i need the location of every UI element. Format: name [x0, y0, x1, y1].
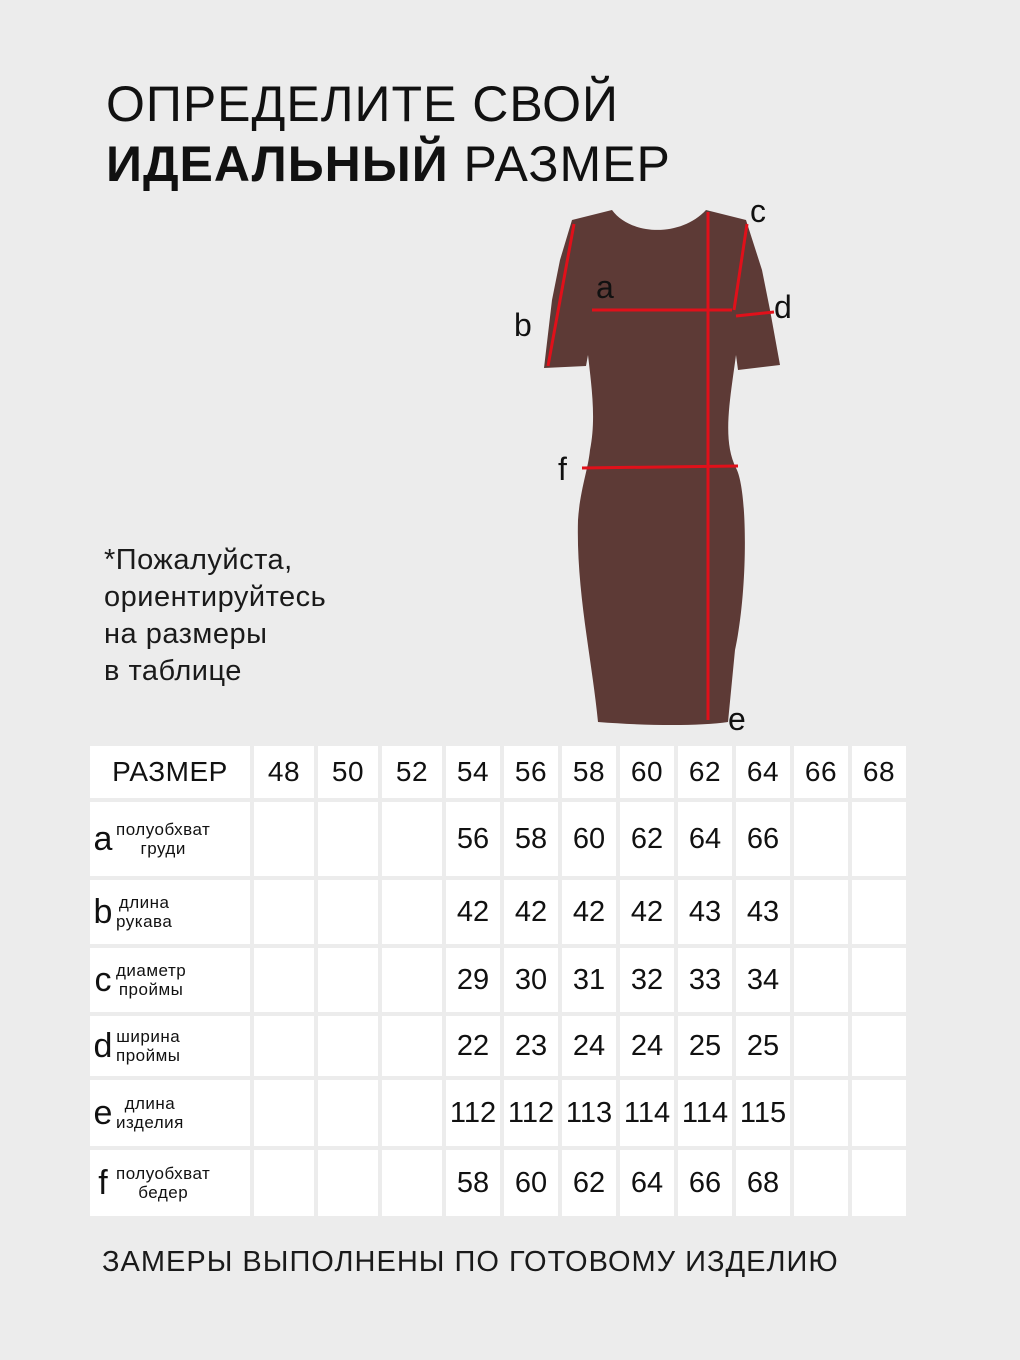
size-col-48: 48 [254, 746, 314, 798]
table-row [90, 802, 906, 876]
table-cell: 66 [736, 802, 790, 876]
table-cell: 24 [620, 1016, 674, 1076]
note-line: в таблице [104, 655, 242, 687]
table-cell: 58 [504, 802, 558, 876]
row-description-line: длина [124, 1094, 176, 1113]
table-cell: 22 [446, 1016, 500, 1076]
table-cell: 64 [620, 1150, 674, 1216]
table-cell [318, 802, 378, 876]
table-cell: 58 [446, 1150, 500, 1216]
row-description [116, 1164, 210, 1202]
row-description-line: груди [140, 839, 186, 858]
table-cell: 66 [678, 1150, 732, 1216]
label-c: c [750, 193, 766, 229]
table-cell: 30 [504, 948, 558, 1012]
title-line-2 [106, 134, 671, 194]
dress-measurement-diagram [500, 190, 820, 740]
table-cell: 24 [562, 1016, 616, 1076]
line-f [582, 466, 738, 468]
row-description-line: диаметр [116, 961, 187, 980]
table-cell: 34 [736, 948, 790, 1012]
table-cell: 115 [736, 1080, 790, 1146]
row-label-group [90, 893, 250, 931]
row-description [116, 961, 186, 999]
row-label-group [90, 1164, 250, 1202]
table-cell: 64 [678, 802, 732, 876]
table-cell: 42 [620, 880, 674, 944]
row-letter: a [93, 820, 113, 858]
page-title [106, 74, 671, 194]
table-row [90, 880, 906, 944]
size-header-label: РАЗМЕР [90, 746, 250, 798]
table-cell [794, 948, 848, 1012]
table-cell: 42 [562, 880, 616, 944]
table-cell [794, 1080, 848, 1146]
row-label [90, 1016, 250, 1076]
table-cell [318, 1080, 378, 1146]
table-cell [852, 802, 906, 876]
table-cell [852, 1016, 906, 1076]
row-description-line: проймы [116, 1046, 181, 1065]
table-cell [254, 1080, 314, 1146]
row-label [90, 802, 250, 876]
table-cell [382, 1016, 442, 1076]
row-description [116, 1027, 181, 1065]
table-cell: 42 [446, 880, 500, 944]
row-description-line: ширина [116, 1027, 181, 1046]
row-label-group [90, 1094, 250, 1132]
size-col-60: 60 [620, 746, 674, 798]
table-cell: 114 [620, 1080, 674, 1146]
size-col-50: 50 [318, 746, 378, 798]
table-cell [382, 1150, 442, 1216]
label-e: e [728, 701, 746, 737]
table-cell [852, 880, 906, 944]
table-cell: 23 [504, 1016, 558, 1076]
table-cell [254, 880, 314, 944]
size-col-64: 64 [736, 746, 790, 798]
size-col-68: 68 [852, 746, 906, 798]
table-cell: 112 [504, 1080, 558, 1146]
table-cell [852, 948, 906, 1012]
row-letter: b [93, 893, 113, 931]
table-cell: 56 [446, 802, 500, 876]
size-col-54: 54 [446, 746, 500, 798]
label-b: b [514, 307, 532, 343]
table-cell [382, 1080, 442, 1146]
size-col-62: 62 [678, 746, 732, 798]
table-cell [382, 948, 442, 1012]
table-cell [794, 880, 848, 944]
size-table [86, 742, 910, 1220]
row-description [116, 1094, 184, 1132]
table-cell: 114 [678, 1080, 732, 1146]
label-f: f [558, 451, 567, 487]
table-row [90, 948, 906, 1012]
note-line: *Пожалуйста, [104, 544, 293, 576]
note-line: ориентируйтесь [104, 581, 327, 613]
row-letter: c [94, 961, 112, 999]
row-letter: e [93, 1094, 113, 1132]
table-cell: 25 [736, 1016, 790, 1076]
table-cell [318, 1150, 378, 1216]
row-description [116, 893, 172, 931]
row-label [90, 1150, 250, 1216]
note-line: на размеры [104, 618, 268, 650]
row-label [90, 948, 250, 1012]
table-row [90, 1150, 906, 1216]
table-cell [254, 1150, 314, 1216]
table-cell [794, 802, 848, 876]
table-cell: 31 [562, 948, 616, 1012]
label-d: d [774, 289, 792, 325]
row-letter: f [98, 1164, 108, 1202]
table-cell: 33 [678, 948, 732, 1012]
row-label-group [90, 820, 250, 858]
table-cell: 43 [678, 880, 732, 944]
size-col-66: 66 [794, 746, 848, 798]
table-cell: 113 [562, 1080, 616, 1146]
title-bold-word: ИДЕАЛЬНЫЙ [106, 136, 449, 192]
table-cell: 68 [736, 1150, 790, 1216]
table-cell: 60 [562, 802, 616, 876]
table-cell: 62 [562, 1150, 616, 1216]
row-letter: d [93, 1027, 113, 1065]
title-line-1: ОПРЕДЕЛИТЕ СВОЙ [106, 76, 619, 132]
size-col-58: 58 [562, 746, 616, 798]
table-cell [254, 1016, 314, 1076]
note-text [104, 542, 326, 690]
table-cell: 25 [678, 1016, 732, 1076]
row-description-line: рукава [116, 912, 173, 931]
row-description-line: изделия [116, 1113, 184, 1132]
table-cell [318, 948, 378, 1012]
table-cell [852, 1150, 906, 1216]
row-description-line: полуобхват [116, 820, 211, 839]
table-cell: 43 [736, 880, 790, 944]
footer-note: ЗАМЕРЫ ВЫПОЛНЕНЫ ПО ГОТОВОМУ ИЗДЕЛИЮ [102, 1246, 839, 1278]
row-description [116, 820, 210, 858]
table-cell: 32 [620, 948, 674, 1012]
table-cell: 29 [446, 948, 500, 1012]
table-cell: 112 [446, 1080, 500, 1146]
row-label-group [90, 1027, 250, 1065]
table-cell: 42 [504, 880, 558, 944]
row-label [90, 880, 250, 944]
row-description-line: длина [118, 893, 170, 912]
label-a: a [596, 269, 614, 305]
table-cell [254, 802, 314, 876]
table-cell: 60 [504, 1150, 558, 1216]
table-row [90, 1080, 906, 1146]
row-label [90, 1080, 250, 1146]
table-cell [254, 948, 314, 1012]
row-description-line: полуобхват [116, 1164, 211, 1183]
title-rest: РАЗМЕР [448, 136, 671, 192]
table-cell: 62 [620, 802, 674, 876]
table-cell [794, 1016, 848, 1076]
row-description-line: бедер [138, 1183, 189, 1202]
row-label-group [90, 961, 250, 999]
table-cell [382, 880, 442, 944]
table-cell [382, 802, 442, 876]
row-description-line: проймы [118, 980, 184, 999]
size-header-row [90, 746, 906, 798]
table-cell [794, 1150, 848, 1216]
table-cell [852, 1080, 906, 1146]
size-col-52: 52 [382, 746, 442, 798]
table-cell [318, 880, 378, 944]
table-cell [318, 1016, 378, 1076]
size-col-56: 56 [504, 746, 558, 798]
table-row [90, 1016, 906, 1076]
